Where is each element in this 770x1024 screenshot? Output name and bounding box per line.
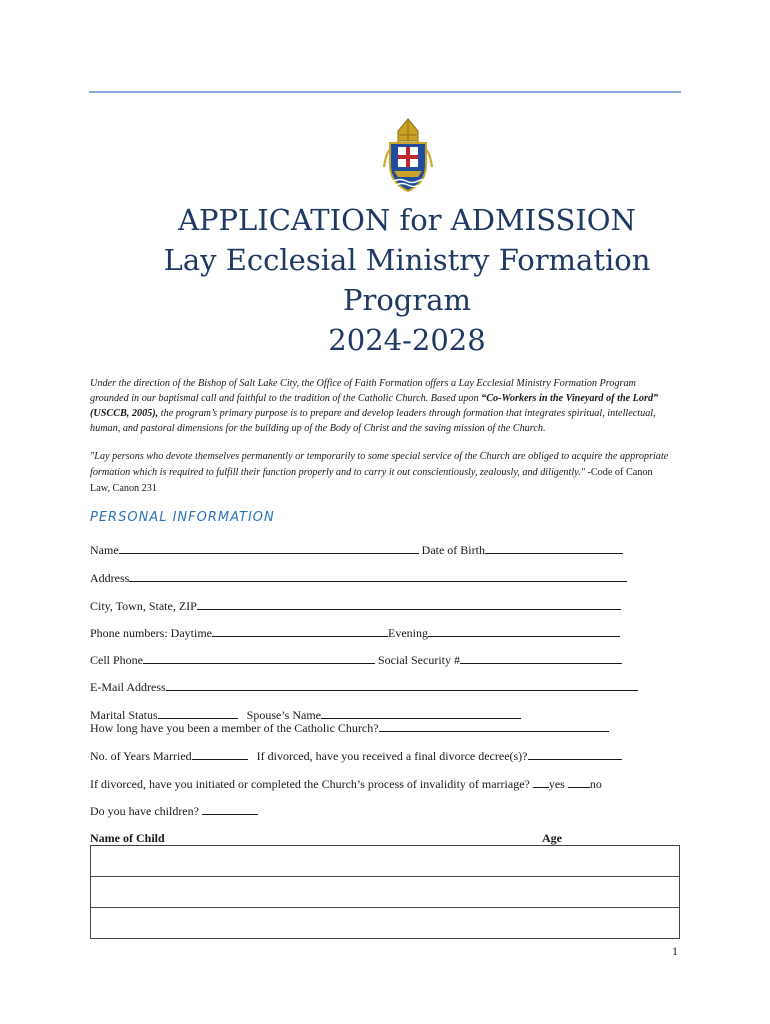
intro-citation: “Co-Workers in the Vineyard of the Lord” (USCCB, 2005), <box>90 393 659 419</box>
email-label: E-Mail Address <box>90 680 166 694</box>
city-field[interactable] <box>197 599 621 610</box>
canon-law-quote <box>90 449 672 497</box>
address-row <box>90 571 627 586</box>
marital-field[interactable] <box>158 708 238 719</box>
spouse-field[interactable] <box>321 708 521 719</box>
phone-daytime-label: Phone numbers: Daytime <box>90 626 212 640</box>
intro-text-2: the program’s primary purpose is to prepare and develop leaders through formation that integrates spiritual, intellectual, human, and pastoral dimensions for the building up of the Body of Christ and the saving mission of the Church. <box>90 408 656 434</box>
children-label: Do you have children? <box>90 804 199 818</box>
col-name-of-child: Name of Child <box>90 831 165 845</box>
children-field[interactable] <box>202 804 258 815</box>
invalidity-row <box>90 777 602 792</box>
invalidity-yes-field[interactable] <box>533 777 549 788</box>
marital-label: Marital Status <box>90 708 158 722</box>
child-cell[interactable] <box>91 846 680 877</box>
cell-field[interactable] <box>143 653 375 664</box>
address-label: Address <box>90 571 130 585</box>
page-number: 1 <box>672 944 678 958</box>
member-field[interactable] <box>379 721 609 732</box>
dob-field[interactable] <box>485 543 623 554</box>
children-table <box>90 845 680 939</box>
intro-text-1: Under the direction of the Bishop of Salt Lake City, the Office of Faith Formation offers a Lay Ecclesial Ministry Formation Program grounded in our baptismal call and faithful to the tradition of the Catholic Church. Based upon <box>90 378 636 404</box>
header-rule <box>89 91 681 93</box>
ssn-field[interactable] <box>460 653 622 664</box>
children-table-header <box>90 831 680 846</box>
city-row <box>90 599 621 614</box>
phone-row <box>90 626 620 641</box>
title-line-1: APPLICATION for ADMISSION <box>178 203 636 237</box>
child-cell[interactable] <box>91 908 680 939</box>
years-married-field[interactable] <box>192 749 248 760</box>
quote-text: "Lay persons who devote themselves permanently or temporarily to some special service of the Church are obliged to acquire the appropriate formation which is required to fulfill their function properly and to carry it out conscientiously, zealously, and diligently." <box>90 451 669 478</box>
table-row <box>91 877 680 908</box>
name-dob-row <box>90 543 623 558</box>
city-label: City, Town, State, ZIP <box>90 599 197 613</box>
name-field[interactable] <box>119 543 419 554</box>
email-row <box>90 680 638 695</box>
title-line-4: 2024-2028 <box>328 323 486 357</box>
intro-paragraph <box>90 376 672 436</box>
phone-evening-field[interactable] <box>428 626 620 637</box>
email-field[interactable] <box>166 680 638 691</box>
phone-evening-label: Evening <box>387 626 428 640</box>
diocesan-crest-icon <box>378 117 438 195</box>
yes-label: yes <box>548 777 565 791</box>
member-row <box>90 721 609 736</box>
document-title <box>90 200 724 360</box>
cell-label: Cell Phone <box>90 653 143 667</box>
name-label: Name <box>90 543 119 557</box>
years-married-label: No. of Years Married <box>90 749 192 763</box>
table-row <box>91 908 680 939</box>
dob-label: Date of Birth <box>421 543 485 557</box>
divorce-decree-label: If divorced, have you received a final divorce decree(s)? <box>256 749 528 763</box>
section-heading-personal-info: PERSONAL INFORMATION <box>90 510 275 525</box>
no-label: no <box>589 777 602 791</box>
col-age: Age <box>542 831 562 845</box>
member-label: How long have you been a member of the Catholic Church? <box>90 721 379 735</box>
phone-daytime-field[interactable] <box>212 626 388 637</box>
spouse-label: Spouse’s Name <box>246 708 321 722</box>
invalidity-no-field[interactable] <box>568 777 590 788</box>
divorce-decree-field[interactable] <box>528 749 622 760</box>
child-cell[interactable] <box>91 877 680 908</box>
invalidity-label: If divorced, have you initiated or completed the Church’s process of invalidity of marriage? <box>90 777 530 791</box>
title-line-3: Program <box>342 283 472 317</box>
ssn-label: Social Security # <box>378 653 460 667</box>
children-row <box>90 804 258 819</box>
title-line-2: Lay Ecclesial Ministry Formation <box>163 243 651 277</box>
cell-ssn-row <box>90 653 622 668</box>
address-field[interactable] <box>129 571 627 582</box>
table-row <box>91 846 680 877</box>
quote-citation: -Code of Canon Law, Canon 231 <box>90 467 653 494</box>
years-married-row <box>90 749 622 764</box>
